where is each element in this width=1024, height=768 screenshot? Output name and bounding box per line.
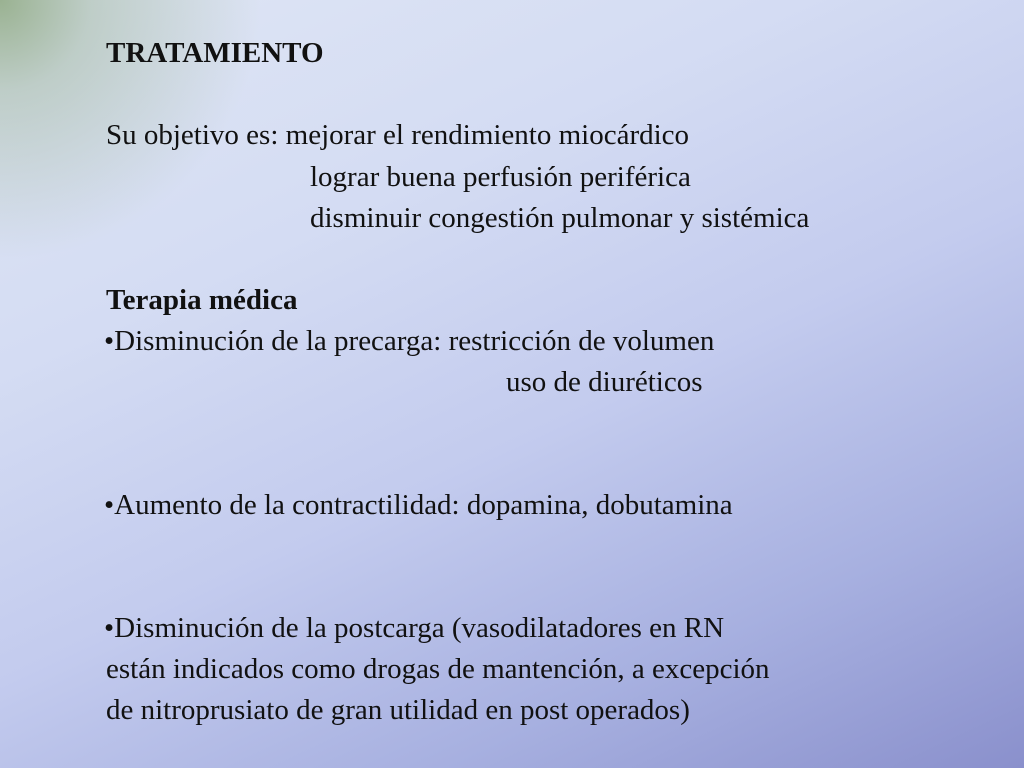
- preload-line-2: uso de diuréticos: [506, 366, 703, 398]
- therapy-heading: Terapia médica: [106, 284, 298, 316]
- afterload-line-1: •Disminución de la postcarga (vasodilatadores en RN: [104, 612, 725, 644]
- slide-title: TRATAMIENTO: [106, 37, 324, 69]
- afterload-line-3: de nitroprusiato de gran utilidad en post operados): [106, 694, 690, 726]
- afterload-line-2: están indicados como drogas de mantención, a excepción: [106, 653, 770, 685]
- contractility-line: •Aumento de la contractilidad: dopamina, dobutamina: [104, 489, 733, 521]
- objective-intro: Su objetivo es: mejorar el rendimiento miocárdico: [106, 119, 690, 151]
- preload-line-1: •Disminución de la precarga: restricción de volumen: [104, 325, 715, 357]
- objective-item-congestion: disminuir congestión pulmonar y sistémica: [310, 202, 810, 234]
- objective-item-perfusion: lograr buena perfusión periférica: [310, 161, 691, 193]
